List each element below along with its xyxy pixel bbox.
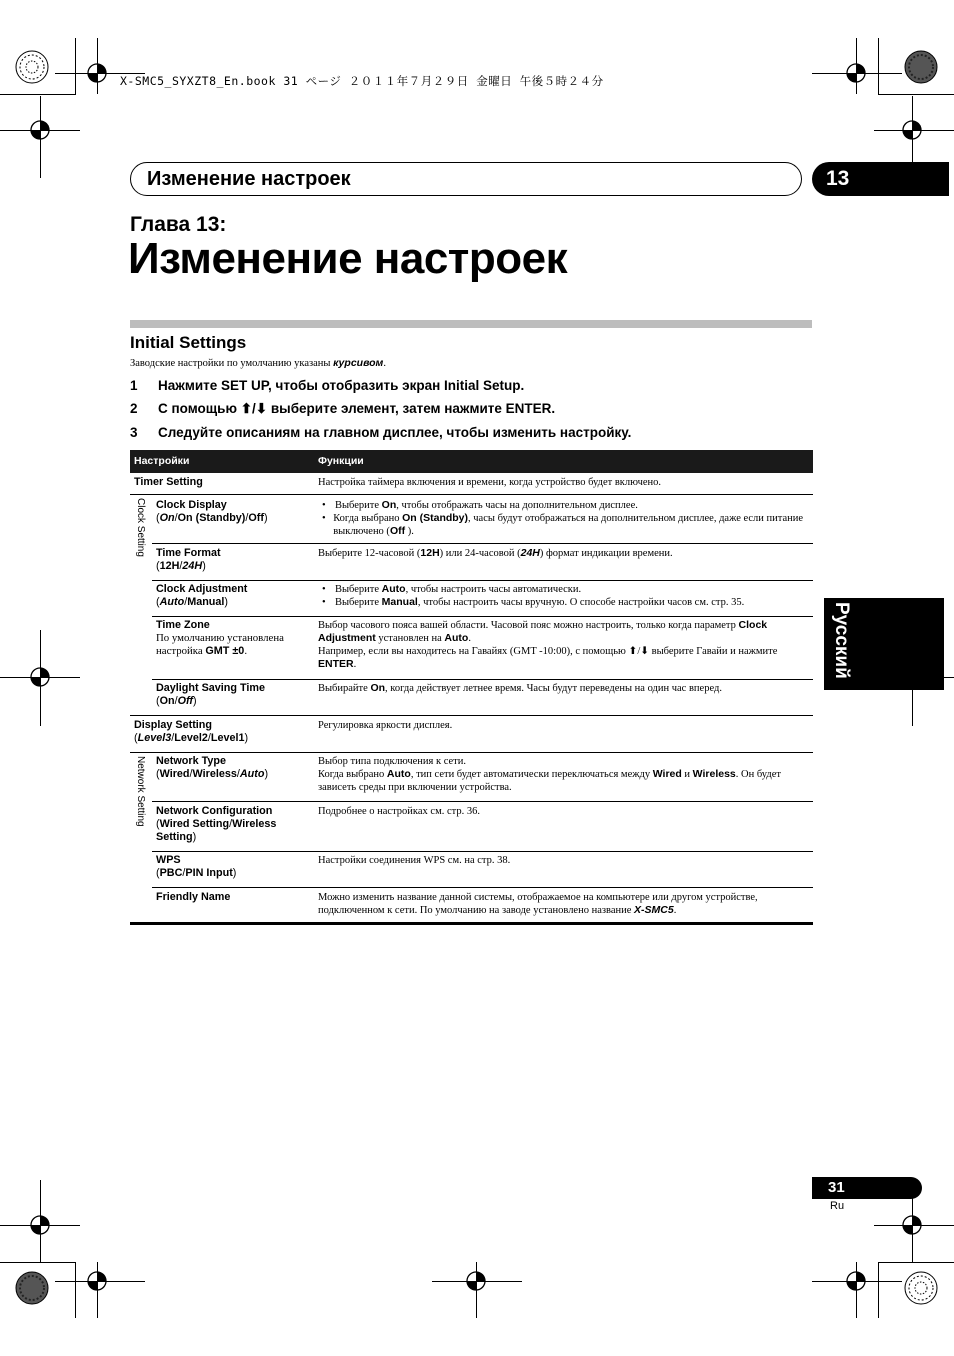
group-network-setting: Network Setting (135, 756, 146, 827)
table-row: Timer Setting (134, 476, 203, 488)
header-title: Изменение настроек (147, 168, 351, 190)
chapter-number: 13 (826, 167, 850, 190)
table-row-desc: Можно изменить название данной системы, отображаемое на компьютере или другом устройстве, подключенном к сети. По умолчанию на заводе установлено название X-SMC5. (318, 892, 758, 916)
group-clock-setting: Clock Setting (135, 498, 146, 557)
step-1: 1 Нажмите SET UP, чтобы отобразить экран Initial Setup. (130, 378, 525, 393)
page-lang: Ru (830, 1200, 845, 1212)
table-bottom-rule (130, 922, 813, 925)
step-3: 3 Следуйте описаниям на главном дисплее, чтобы изменить настройку. (130, 425, 632, 440)
table-row: Clock Display (On/On (Standby)/Off) (156, 499, 268, 524)
table-row-desc: Выбор типа подключения к сети. Когда выбрано Auto, тип сети будет автоматически переключаться между Wired и Wireless. Он будет зависеть среды при включении устройства. (318, 756, 781, 793)
col-settings: Настройки (134, 455, 190, 467)
table-row-desc: Выбор часового пояса вашей области. Часовой пояс можно настроить, только когда параметр Clock Adjustment установлен на Auto. Например, если вы находитесь на Гавайях (GMT -10:00), с помощью ⬆/⬇ выберите Гавайи и нажмите ENTER. (318, 619, 778, 670)
table-row: Daylight Saving Time (On/Off) (156, 682, 265, 707)
table-row-desc: Выбирайте On, когда действует летнее время. Часы будут переведены на один час вперед. (318, 682, 722, 694)
section-rule (130, 320, 812, 328)
table-row: Clock Adjustment (Auto/Manual) (156, 583, 248, 608)
section-title: Initial Settings (130, 333, 247, 352)
file-info: X-SMC5_SYXZT8_En.book 31 ページ ２０１１年７月２９日 金曜日 午後５時２４分 (120, 74, 604, 88)
section-note: Заводские настройки по умолчанию указаны курсивом. (130, 357, 386, 369)
table-row: WPS (PBC/PIN Input) (156, 854, 237, 879)
col-functions: Функции (318, 455, 364, 467)
page-number-tab (812, 1177, 922, 1199)
table-row-desc: • Выберите On, чтобы отображать часы на дополнительном дисплее. • Когда выбрано On (Standby), часы будут отображаться на дополнительном дисплее, даже если питание выключено (Off ). (322, 499, 804, 537)
table-row-desc: Выберите 12-часовой (12H) или 24-часовой (24H) формат индикации времени. (318, 547, 673, 559)
table-row: Network Type (Wired/Wireless/Auto) (156, 755, 269, 780)
table-row: Time Zone По умолчанию установлена настройка GMT ±0. (156, 619, 284, 657)
table-row: Display Setting (Level3/Level2/Level1) (134, 719, 249, 744)
chapter-title: Изменение настроек (128, 234, 568, 283)
table-row: Network Configuration (Wired Setting/Wireless Setting) (156, 805, 277, 843)
step-2: 2 С помощью ⬆/⬇ выберите элемент, затем нажмите ENTER. (130, 401, 556, 416)
table-header (130, 450, 813, 473)
chapter-label: Глава 13: (130, 213, 227, 236)
page-number: 31 (828, 1179, 845, 1196)
table-row: Friendly Name (156, 891, 231, 903)
language-tab-label: Русский (831, 602, 852, 679)
table-row-desc: Подробнее о настройках см. стр. 36. (318, 806, 480, 817)
chapter-number-tab (812, 162, 949, 196)
table-row-desc: • Выберите Auto, чтобы настроить часы автоматически. • Выберите Manual, чтобы настроить часы вручную. О способе настройки часов см. стр. 35. (322, 583, 745, 608)
table-row-desc: Регулировка яркости дисплея. (318, 720, 453, 731)
table-row-desc: Настройки соединения WPS см. на стр. 38. (318, 855, 511, 866)
table-row-desc: Настройка таймера включения и времени, когда устройство будет включено. (318, 477, 661, 488)
table-row: Time Format (12H/24H) (156, 547, 221, 572)
